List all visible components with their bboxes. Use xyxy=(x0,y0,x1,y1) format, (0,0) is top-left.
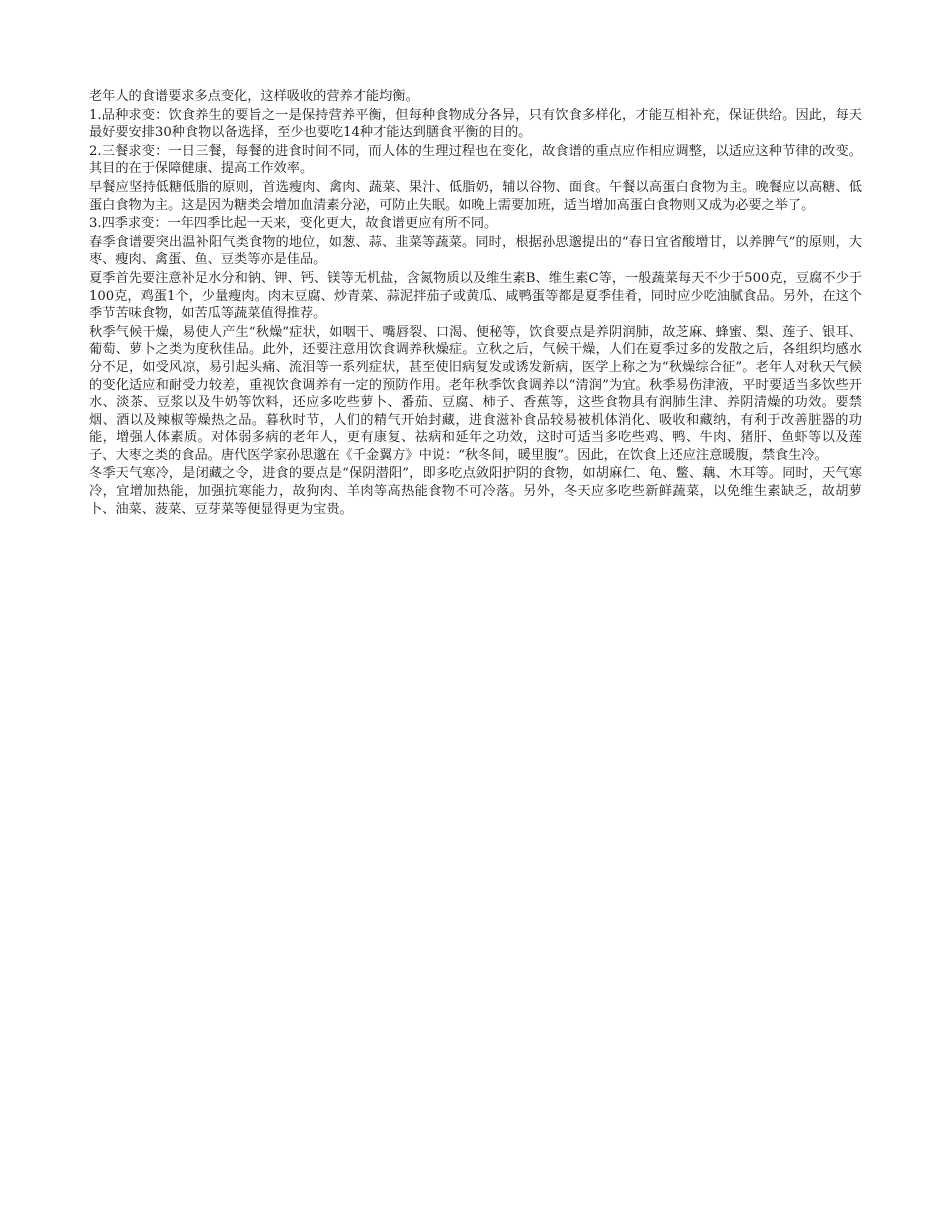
three-meals-paragraph: 2.三餐求变：一日三餐，每餐的进食时间不同，而人体的生理过程也在变化，故食谱的重点应作相应调整，以适应这种节律的改变。其目的在于保障健康、提高工作效率。 xyxy=(89,143,862,177)
summer-paragraph: 夏季首先要注意补足水分和钠、钾、钙、镁等无机盐，含氮物质以及维生素B、维生素C等，一般蔬菜每天不少于500克，豆腐不少于100克，鸡蛋1个，少量瘦肉。肉末豆腐、炒青菜、蒜泥拌茄子或黄瓜、咸鸭蛋等都是夏季佳肴，同时应少吃油腻食品。另外，在这个季节苦味食物，如苦瓜等蔬菜值得推荐。 xyxy=(89,270,862,322)
autumn-paragraph: 秋季气候干燥，易使人产生“秋燥”症状，如咽干、嘴唇裂、口渴、便秘等，饮食要点是养阴润肺，故芝麻、蜂蜜、梨、莲子、银耳、葡萄、萝卜之类为度秋佳品。此外，还要注意用饮食调养秋燥症。立秋之后，气候干燥，人们在夏季过多的发散之后，各组织均感水分不足，如受风凉，易引起头痛、流泪等一系列症状，甚至使旧病复发或诱发新病，医学上称之为“秋燥综合征”。老年人对秋天气候的变化适应和耐受力较差，重视饮食调养有一定的预防作用。老年秋季饮食调养以“清润”为宜。秋季易伤津液，平时要适当多饮些开水、淡茶、豆浆以及牛奶等饮料，还应多吃些萝卜、番茄、豆腐、柿子、香蕉等，这些食物具有润肺生津、养阴清燥的功效。要禁烟、酒以及辣椒等燥热之品。暮秋时节，人们的精气开始封藏，进食滋补食品较易被机体消化、吸收和藏纳，有利于改善脏器的功能，增强人体素质。对体弱多病的老年人，更有康复、祛病和延年之功效，这时可适当多吃些鸡、鸭、牛肉、猪肝、鱼虾等以及莲子、大枣之类的食品。唐代医学家孙思邈在《千金翼方》中说：“秋冬间，暖里腹”。因此，在饮食上还应注意暖腹，禁食生冷。 xyxy=(89,324,862,463)
document-body xyxy=(89,88,862,518)
intro-paragraph: 老年人的食谱要求多点变化，这样吸收的营养才能均衡。 xyxy=(89,89,419,104)
spring-paragraph: 春季食谱要突出温补阳气类食物的地位，如葱、蒜、韭菜等蔬菜。同时，根据孙思邈提出的“春日宜省酸增甘，以养脾气”的原则，大枣、瘦肉、禽蛋、鱼、豆类等亦是佳品。 xyxy=(89,234,862,268)
winter-paragraph: 冬季天气寒冷，是闭藏之令，进食的要点是“保阴潜阳”，即多吃点敛阳护阴的食物，如胡麻仁、龟、鳖、藕、木耳等。同时，天气寒冷，宜增加热能，加强抗寒能力，故狗肉、羊肉等高热能食物不可冷落。另外，冬天应多吃些新鲜蔬菜，以免维生素缺乏，故胡萝卜、油菜、菠菜、豆芽菜等便显得更为宝贵。 xyxy=(89,466,862,517)
meal-guidance-paragraph: 早餐应坚持低糖低脂的原则，首选瘦肉、禽肉、蔬菜、果汁、低脂奶，辅以谷物、面食。午餐以高蛋白食物为主。晚餐应以高糖、低蛋白食物为主。这是因为糖类会增加血清素分泌，可防止失眠。如晚上需要加班，适当增加高蛋白食物则又成为必要之举了。 xyxy=(89,179,862,213)
variety-paragraph: 1.品种求变：饮食养生的要旨之一是保持营养平衡，但每种食物成分各异，只有饮食多样化，才能互相补充，保证供给。因此，每天最好要安排30种食物以备选择，至少也要吃14种才能达到膳食平衡的目的。 xyxy=(89,107,862,141)
four-seasons-paragraph: 3.四季求变：一年四季比起一天来，变化更大，故食谱更应有所不同。 xyxy=(89,216,498,232)
